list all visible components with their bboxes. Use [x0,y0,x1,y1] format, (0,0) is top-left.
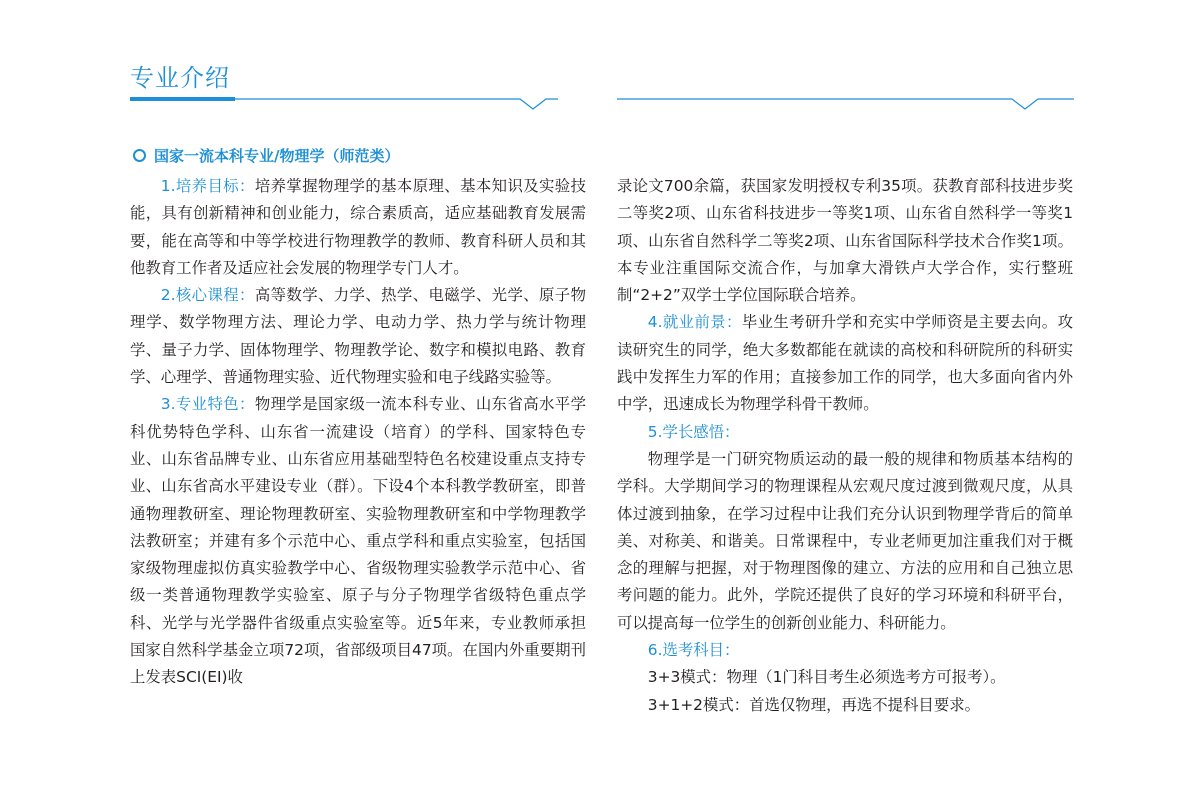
goal-text: 培养掌握物理学的基本原理、基本知识及实验技能，具有创新精神和创业能力，综合素质高，适应基础教育发展需要，能在高等和中等学校进行物理教学的教师、教育科研人员和其他教育工作者及适应社会发展的物理学专门人才。 [130,177,586,277]
senior-text: 物理学是一门研究物质运动的最一般的规律和物质基本结构的学科。大学期间学习的物理课程从宏观尺度过渡到微观尺度，从具体过渡到抽象，在学习过程中让我们充分认识到物理学背后的简单美、对称美、和谐美。日常课程中，专业老师更加注重我们对于概念的理解与把握，对于物理图像的建立、方法的应用和自己独立思考问题的能力。此外，学院还提供了良好的学习环境和科研平台，可以提高每一位学生的创新创业能力、科研能力。 [617,449,1073,632]
prospects-paragraph [617,309,1073,418]
title-divider-right [617,97,1077,111]
goal-label: 1.培养目标： [160,177,255,195]
courses-paragraph [130,282,586,391]
section-heading [133,145,399,166]
section-heading-text: 国家一流本科专业/物理学（师范类） [154,147,400,165]
features-text: 物理学是国家级一流本科专业、山东省高水平学科优势特色学科、山东省一流建设（培育）的学科、国家特色专业、山东省品牌专业、山东省应用基础型特色名校建设重点支持专业、山东省高水平建设专业（群）。下设4个本科教学教研室，即普通物理教研室、理论物理教研室、实验物理教研室和中学物理教学法教研室；并建有多个示范中心、重点学科和重点实验室，包括国家级物理虚拟仿真实验教学中心、省级物理实验教学示范中心、省级一类普通物理教学实验室、原子与分子物理学省级特色重点学科、光学与光学器件省级重点实验室等。近5年来，专业教师承担国家自然科学基金立项72项，省部级项目47项。在国内外重要期刊上发表SCI(EI)收 [130,395,586,687]
title-divider-left [130,97,560,111]
senior-label: 5.学长感悟： [647,422,740,441]
subjects-mode-2: 3+1+2模式：首选仅物理，再选不提科目要求。 [647,695,980,714]
circle-icon [133,149,146,162]
features-label: 3.专业特色： [160,395,255,414]
subjects-mode-1: 3+3模式：物理（1门科目考生必须选考方可报考）。 [647,668,1006,687]
right-column [617,173,1073,719]
features-paragraph-cont: 录论文700余篇，获国家发明授权专利35项。获教育部科技进步奖二等奖2项、山东省科技进步一等奖1项、山东省自然科学一等奖1项、山东省自然科学二等奖2项、山东省国际科学技术合作奖1项。本专业注重国际交流合作，与加拿大滑铁卢大学合作，实行整班制“2+2”双学士学位国际联合培养。 [617,177,1073,305]
goal-paragraph [130,173,586,282]
prospects-label: 4.就业前景： [647,313,742,332]
page-title: 专业介绍 [130,64,230,92]
courses-label: 2.核心课程： [160,286,255,305]
prospects-text: 毕业生考研升学和充实中学师资是主要去向。攻读研究生的同学，绝大多数都能在就读的高校和科研院所的科研实践中发挥生力军的作用；直接参加工作的同学，也大多面向省内外中学，迅速成长为物理学科骨干教师。 [617,313,1073,414]
left-column [130,173,586,692]
courses-text: 高等数学、力学、热学、电磁学、光学、原子物理学、数学物理方法、理论力学、电动力学、热力学与统计物理学、量子力学、固体物理学、物理教学论、数字和模拟电路、教育学、心理学、普通物理实验、近代物理实验和电子线路实验等。 [130,286,586,387]
features-paragraph [130,391,586,691]
subjects-label: 6.选考科目： [647,641,740,660]
